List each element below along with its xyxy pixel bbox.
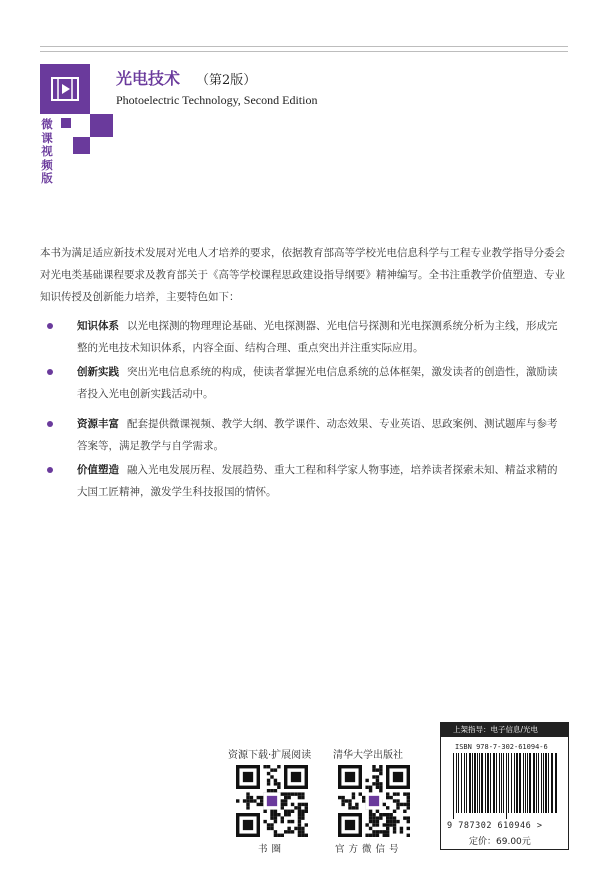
qr-code-icon[interactable] (236, 765, 308, 837)
feature-keyword: 创新实践 (77, 366, 119, 378)
isbn-text: ISBN 978-7-302-61094-6 (455, 743, 548, 751)
qr-code-icon[interactable] (338, 765, 410, 837)
feature-text: 突出光电信息系统的构成，使读者掌握光电信息系统的总体框架，激发读者的创造性，激励读者投入光电创新实践活动中。 (77, 366, 558, 400)
book-subtitle-en: Photoelectric Technology, Second Edition (116, 93, 318, 107)
decor-square (73, 137, 90, 154)
qr-caption: 清华大学出版社 (333, 750, 403, 761)
top-rule (40, 51, 568, 52)
feature-text: 融入光电发展历程、发展趋势、重大工程和科学家人物事迹，培养读者探索未知、精益求精的大国工匠精神，激发学生科技报国的情怀。 (77, 464, 558, 498)
book-title-text: 光电技术 (116, 69, 181, 88)
book-title (116, 66, 256, 89)
feature-item (40, 361, 565, 405)
shelf-guide: 上架指导：电子信息/光电 (441, 723, 568, 737)
feature-item (40, 459, 565, 503)
decor-square (90, 114, 113, 137)
intro-paragraph: 本书为满足适应新技术发展对光电人才培养的要求，依据教育部高等学校光电信息科学与工程专业教学指导分委会对光电类基础课程要求及教育部关于《高等学校课程思政建设指导纲要》精神编写。全书注重教学价值塑造、专业知识传授及创新能力培养，主要特色如下： (40, 247, 565, 303)
feature-item (40, 413, 565, 457)
series-label: 微课视频版 (41, 117, 53, 185)
qr-footer: 书圈 (258, 844, 286, 855)
bullet-icon (47, 369, 53, 375)
barcode-box (440, 722, 569, 850)
feature-keyword: 知识体系 (77, 320, 119, 332)
barcode-number: 9 787302 610946 > (447, 821, 543, 831)
barcode-icon (451, 753, 561, 819)
feature-text: 以光电探测的物理理论基础、光电探测器、光电信号探测和光电探测系统分析为主线，形成完整的光电技术知识体系，内容全面、结构合理、重点突出并注重实际应用。 (77, 320, 558, 354)
book-edition: （第2版） (196, 73, 257, 88)
feature-keyword: 资源丰富 (77, 418, 119, 430)
top-rule (40, 46, 568, 47)
bullet-icon (47, 323, 53, 329)
feature-item (40, 315, 565, 359)
bullet-icon (47, 421, 53, 427)
feature-keyword: 价值塑造 (77, 464, 119, 476)
video-play-icon (50, 74, 80, 104)
bullet-icon (47, 467, 53, 473)
qr-footer: 官方微信号 (335, 844, 403, 855)
qr-caption: 资源下载·扩展阅读 (228, 750, 312, 761)
price: 定价：69.00元 (469, 837, 531, 847)
feature-text: 配套提供微课视频、教学大纲、教学课件、动态效果、专业英语、思政案例、测试题库与参考答案等，满足教学与自学需求。 (77, 418, 558, 452)
decor-square (61, 118, 71, 128)
